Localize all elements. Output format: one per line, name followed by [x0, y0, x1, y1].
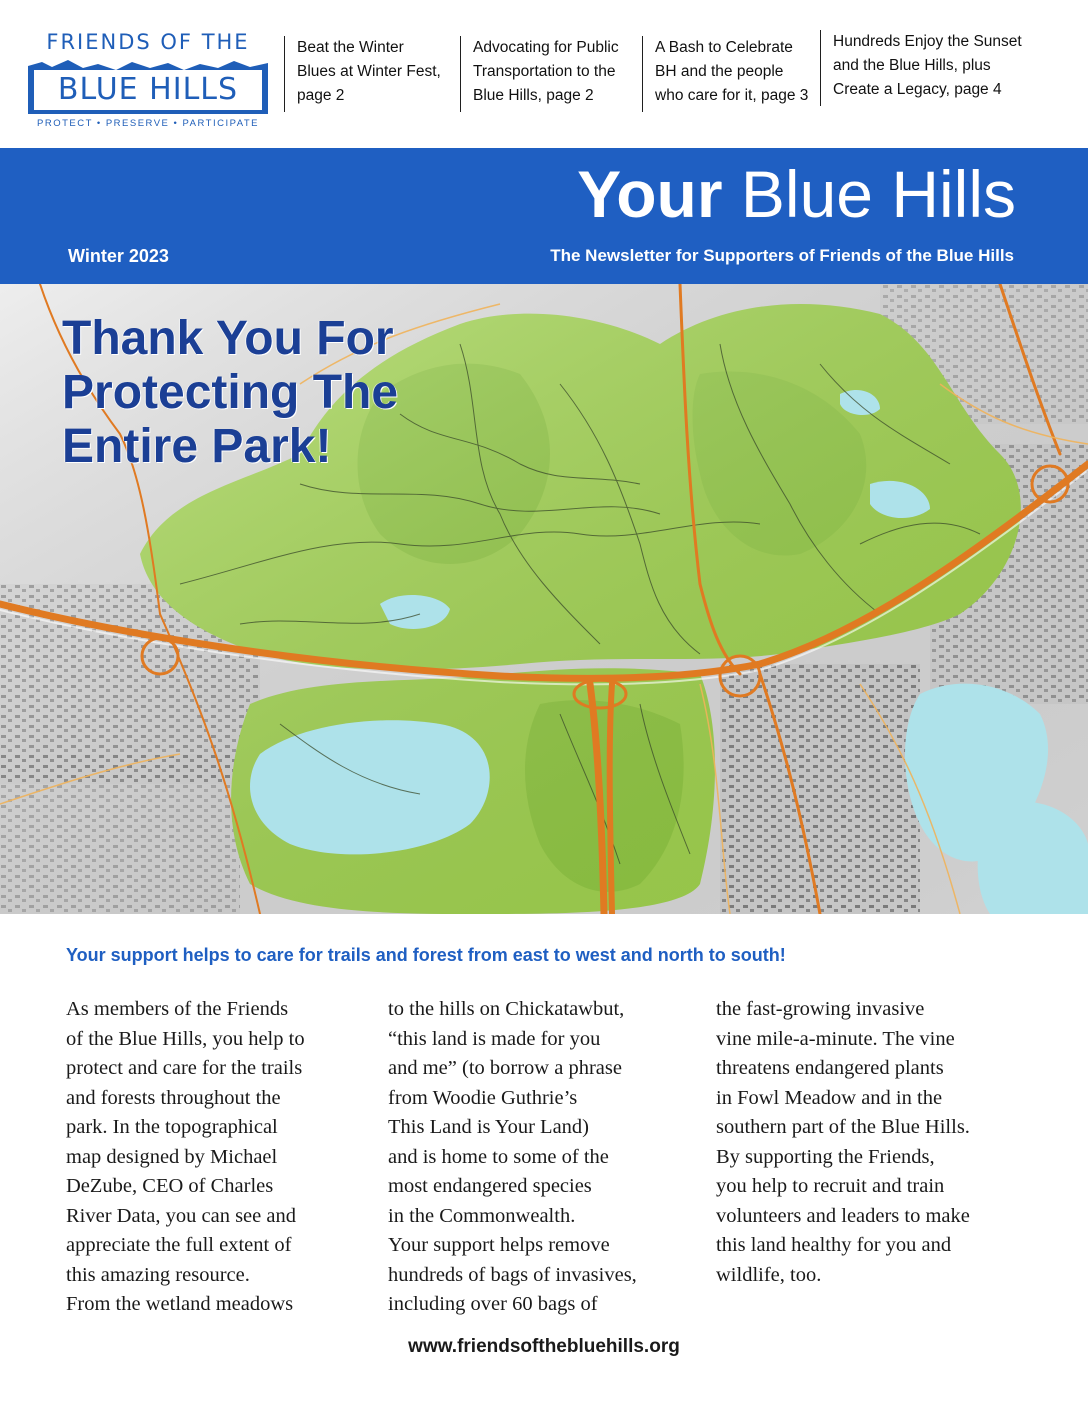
cover-headline — [62, 312, 398, 474]
text-line: the fast-growing invasive — [716, 998, 925, 1020]
text-line: vine mile-a-minute. The vine — [716, 1027, 955, 1050]
teaser-line: BH and the people — [655, 63, 784, 80]
text-line: “this land is made for you — [388, 1027, 601, 1050]
teaser-line: page 2 — [297, 87, 345, 104]
teaser-line: Hundreds Enjoy the Sunset — [833, 33, 1022, 50]
headline-line: Thank You For — [62, 312, 394, 365]
teaser-line: Advocating for Public — [473, 39, 619, 56]
text-line: hundreds of bags of invasives, — [388, 1263, 637, 1286]
text-line: to the hills on Chickatawbut, — [388, 998, 625, 1020]
newsletter-subtitle: The Newsletter for Supporters of Friends of the Blue Hills — [550, 246, 1014, 265]
teaser-line: A Bash to Celebrate — [655, 39, 793, 56]
teaser-line: Blues at Winter Fest, — [297, 63, 441, 80]
text-line: you help to recruit and train — [716, 1175, 945, 1197]
text-line: This Land is Your Land) — [388, 1116, 590, 1138]
topographic-map — [0, 284, 1088, 914]
text-line: including over 60 bags of — [388, 1293, 598, 1315]
title-rest: Blue Hills — [722, 157, 1016, 231]
logo-name: BLUE HILLS — [57, 72, 239, 107]
teaser-line: Create a Legacy, page 4 — [833, 81, 1002, 98]
lede-statement: Your support helps to care for trails and forest from east to west and north to south! — [66, 945, 786, 965]
teaser-line: Beat the Winter — [297, 39, 404, 56]
teaser-sunset[interactable] — [820, 30, 1073, 106]
teaser-line: and the Blue Hills, plus — [833, 57, 991, 74]
masthead-banner — [0, 148, 1088, 284]
text-line: River Data, you can see and — [66, 1204, 296, 1227]
article-column-1 — [66, 995, 386, 1320]
text-line: Your support helps remove — [388, 1234, 610, 1256]
teaser-strip — [284, 33, 1074, 116]
friends-logo[interactable] — [28, 30, 268, 134]
text-line: From the wetland meadows — [66, 1293, 294, 1315]
text-line: from Woodie Guthrie’s — [388, 1086, 578, 1109]
website-link[interactable]: www.friendsofthebluehills.org — [408, 1336, 680, 1357]
text-line: most endangered species — [388, 1175, 592, 1197]
teaser-line: who care for it, page 3 — [655, 87, 809, 104]
text-line: As members of the Friends — [66, 998, 289, 1020]
logo-top-text: FRIENDS OF THE — [46, 30, 250, 54]
logo-tagline: PROTECT • PRESERVE • PARTICIPATE — [37, 118, 259, 129]
text-line: this land healthy for you and — [716, 1234, 952, 1256]
text-line: threatens endangered plants — [716, 1057, 944, 1079]
text-line: appreciate the full extent of — [66, 1234, 292, 1256]
article-column-3 — [716, 995, 1056, 1290]
text-line: and me” (to borrow a phrase — [388, 1057, 622, 1079]
teaser-winter-fest[interactable] — [284, 36, 457, 112]
text-line: park. In the topographical — [66, 1116, 278, 1138]
logo-mountain-box — [28, 58, 268, 114]
text-line: of the Blue Hills, you help to — [66, 1027, 305, 1050]
text-line: in Fowl Meadow and in the — [716, 1086, 943, 1109]
teaser-line: Transportation to the — [473, 63, 616, 80]
text-line: and is home to some of the — [388, 1145, 609, 1168]
text-line: and forests throughout the — [66, 1086, 281, 1109]
teaser-bash[interactable] — [642, 36, 825, 112]
issue-season: Winter 2023 — [68, 246, 169, 266]
text-line: this amazing resource. — [66, 1263, 250, 1286]
text-line: By supporting the Friends, — [716, 1145, 935, 1168]
text-line: map designed by Michael — [66, 1145, 278, 1168]
teaser-transportation[interactable] — [460, 36, 641, 112]
text-line: DeZube, CEO of Charles — [66, 1175, 274, 1197]
article-column-2 — [388, 995, 708, 1320]
newsletter-title — [577, 158, 1016, 230]
text-line: protect and care for the trails — [66, 1057, 303, 1079]
headline-line: Entire Park! — [62, 420, 332, 473]
teaser-line: Blue Hills, page 2 — [473, 87, 594, 104]
text-line: southern part of the Blue Hills. — [716, 1116, 970, 1138]
title-bold: Your — [577, 157, 723, 231]
text-line: volunteers and leaders to make — [716, 1204, 970, 1227]
text-line: wildlife, too. — [716, 1263, 822, 1286]
headline-line: Protecting The — [62, 366, 399, 419]
text-line: in the Commonwealth. — [388, 1204, 576, 1227]
